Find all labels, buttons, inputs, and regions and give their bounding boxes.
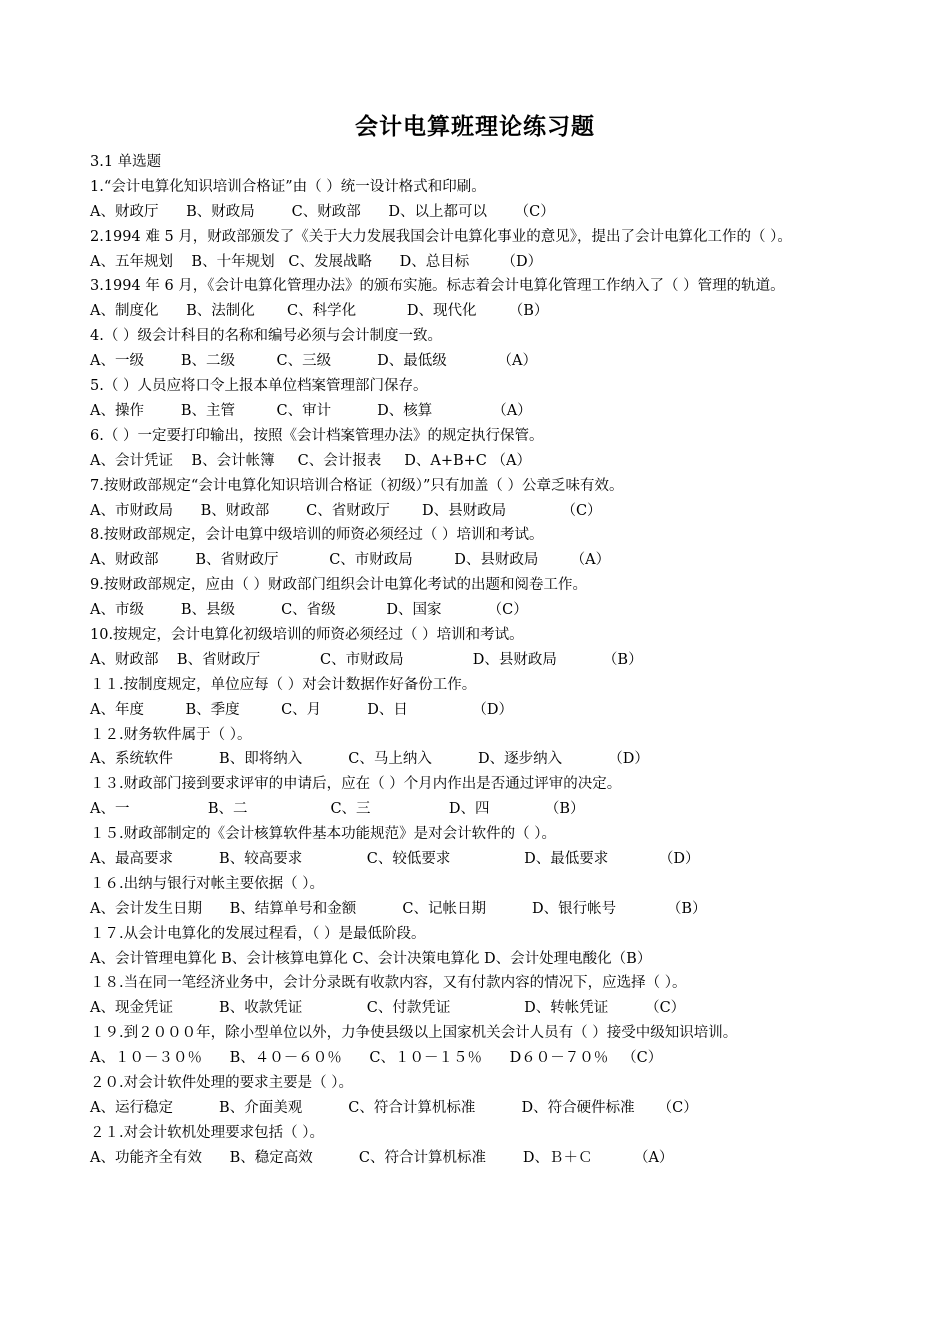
options-13: A、一 B、二 C、三 D、四 （B） (90, 801, 585, 818)
question-19: １９.到２０００年，除小型单位以外，力争使县级以上国家机关会计人员有（ ）接受中级知识培训。 (90, 1025, 738, 1042)
options-21: A、功能齐全有效 B、稳定高效 C、符合计算机标准 D、Ｂ＋Ｃ （A） (90, 1149, 674, 1166)
question-list (90, 150, 870, 1171)
options-8: A、财政部 B、省财政厅 C、市财政局 D、县财政局 （A） (90, 552, 611, 569)
options-10: A、财政部 B、省财政厅 C、市财政局 D、县财政局 （B） (90, 651, 643, 668)
options-1: A、财政厅 B、财政局 C、财政部 D、以上都可以 （C） (90, 203, 555, 220)
question-21: ２１.对会计软机处理要求包括（ ）。 (90, 1124, 324, 1141)
options-12: A、系统软件 B、即将纳入 C、马上纳入 D、逐步纳入 （D） (90, 751, 649, 768)
question-5: 5.（ ）人员应将口令上报本单位档案管理部门保存。 (90, 378, 428, 395)
question-4: 4.（ ）级会计科目的名称和编号必须与会计制度一致。 (90, 328, 442, 345)
options-4: A、一级 B、二级 C、三级 D、最低级 （A） (90, 353, 537, 370)
question-9: 9.按财政部规定，应由（ ）财政部门组织会计电算化考试的出题和阅卷工作。 (90, 577, 587, 594)
options-3: A、制度化 B、法制化 C、科学化 D、现代化 （B） (90, 303, 549, 320)
question-12: １２.财务软件属于（ ）。 (90, 726, 252, 743)
options-18: A、现金凭证 B、收款凭证 C、付款凭证 D、转帐凭证 （C） (90, 1000, 686, 1017)
question-8: 8.按财政部规定，会计电算中级培训的师资必须经过（ ）培训和考试。 (90, 527, 544, 544)
options-11: A、年度 B、季度 C、月 D、日 （D） (90, 701, 514, 718)
question-6: 6.（ ）一定要打印输出，按照《会计档案管理办法》的规定执行保管。 (90, 427, 544, 444)
question-13: １３.财政部门接到要求评审的申请后，应在（ ）个月内作出是否通过评审的决定。 (90, 776, 622, 793)
question-10: 10.按规定，会计电算化初级培训的师资必须经过（ ）培训和考试。 (90, 626, 524, 643)
question-18: １８.当在同一笔经济业务中，会计分录既有收款内容，又有付款内容的情况下，应选择（ ）。 (90, 975, 687, 992)
options-5: A、操作 B、主管 C、审计 D、核算 （A） (90, 402, 532, 419)
section-heading: 3.1 单选题 (90, 154, 162, 170)
options-20: A、运行稳定 B、介面美观 C、符合计算机标准 D、符合硬件标准 （C） (90, 1099, 698, 1116)
question-15: １５.财政部制定的《会计核算软件基本功能规范》是对会计软件的（ ）。 (90, 826, 556, 843)
question-16: １６.出纳与银行对帐主要依据（ ）。 (90, 875, 324, 892)
question-11: １１.按制度规定，单位应每（ ）对会计数据作好备份工作。 (90, 676, 477, 693)
question-1: 1.“会计电算化知识培训合格证”由（ ）统一设计格式和印刷。 (90, 178, 486, 195)
options-17: A、会计管理电算化 B、会计核算电算化 C、会计决策电算化 D、会计处理电酸化（B） (90, 950, 652, 967)
options-15: A、最高要求 B、较高要求 C、较低要求 D、最低要求 （D） (90, 850, 700, 867)
page-title: 会计电算班理论练习题 (355, 114, 595, 140)
options-9: A、市级 B、县级 C、省级 D、国家 （C） (90, 602, 528, 619)
options-7: A、市财政局 B、财政部 C、省财政厅 D、县财政局 （C） (90, 502, 602, 519)
options-16: A、会计发生日期 B、结算单号和金额 C、记帐日期 D、银行帐号 （B） (90, 900, 707, 917)
options-6: A、会计凭证 B、会计帐簿 C、会计报表 D、A+B+C （A） (90, 452, 531, 469)
question-17: １７.从会计电算化的发展过程看，（ ）是最低阶段。 (90, 925, 426, 942)
question-2: 2.1994 难 5 月，财政部颁发了《关于大力发展我国会计电算化事业的意见》，提出了会计电算化工作的（ ）。 (90, 228, 792, 245)
question-7: 7.按财政部规定“会计电算化知识培训合格证（初级）”只有加盖（ ）公章乏味有效。 (90, 477, 624, 494)
question-3: 3.1994 年 6 月，《会计电算化管理办法》的颁布实施。标志着会计电算化管理工作纳入了（ ）管理的轨道。 (90, 278, 785, 295)
options-19: A、１０－３０％ B、４０－６０％ C、１０－１５％ D６０－７０％ （C） (90, 1050, 663, 1067)
options-2: A、五年规划 B、十年规划 C、发展战略 D、总目标 （D） (90, 253, 543, 270)
question-20: ２０.对会计软件处理的要求主要是（ ）。 (90, 1075, 353, 1091)
